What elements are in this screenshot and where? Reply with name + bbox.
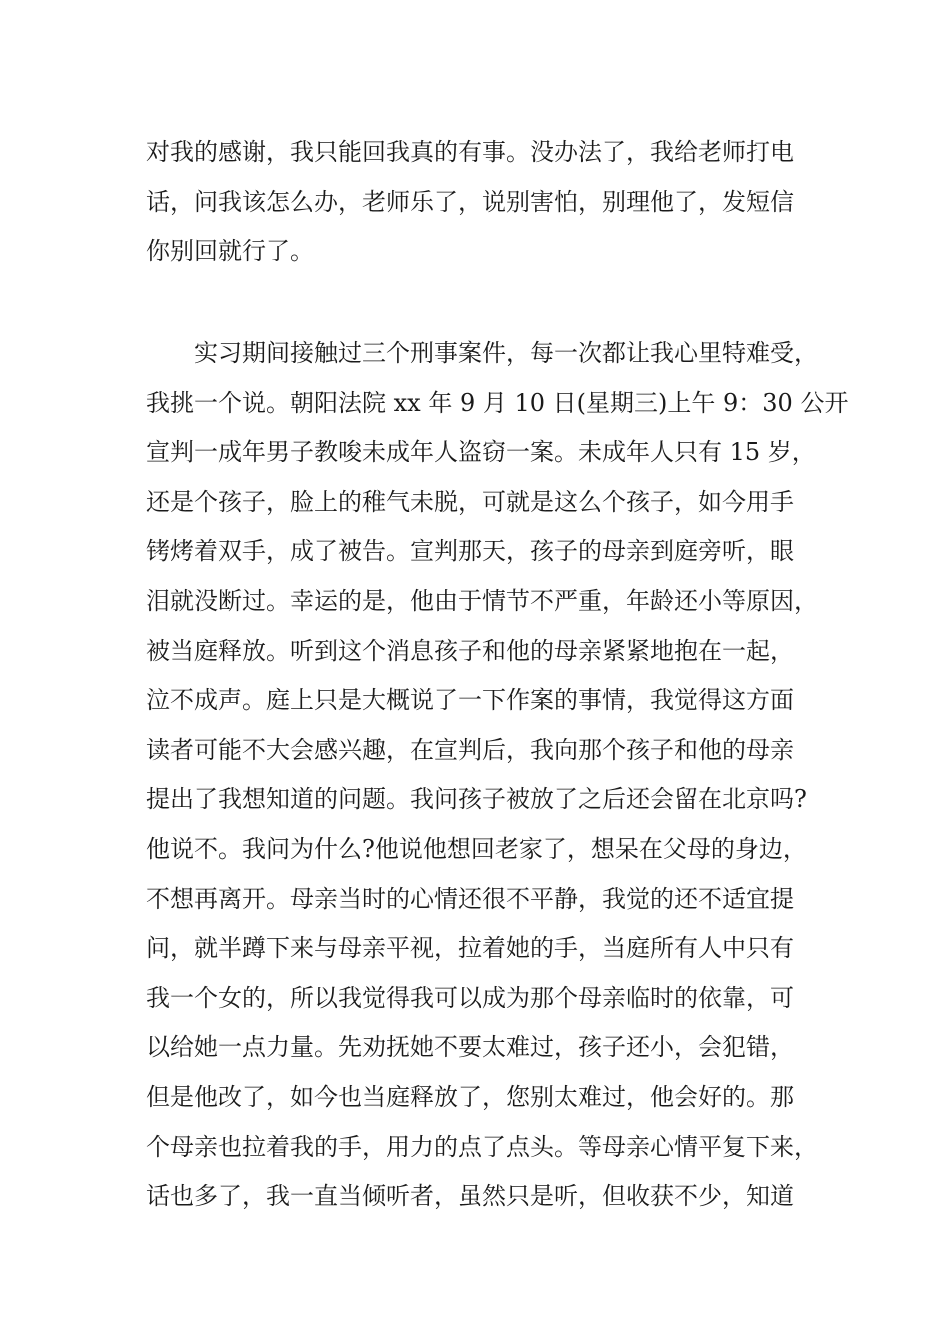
text-line: 泪就没断过。幸运的是，他由于情节不严重，年龄还小等原因， (146, 586, 818, 615)
text-line: 个母亲也拉着我的手，用力的点了点头。等母亲心情平复下来， (146, 1132, 818, 1161)
text-line: 你别回就行了。 (146, 237, 314, 266)
text-line: 泣不成声。庭上只是大概说了一下作案的事情，我觉得这方面 (146, 686, 794, 715)
text-line: 铐烤着双手，成了被告。宣判那天，孩子的母亲到庭旁听，眼 (146, 537, 794, 566)
text-line: 还是个孩子，脸上的稚气未脱，可就是这么个孩子，如今用手 (146, 487, 794, 516)
text-line: 被当庭释放。听到这个消息孩子和他的母亲紧紧地抱在一起， (146, 636, 794, 665)
text-line: 读者可能不大会感兴趣，在宣判后，我向那个孩子和他的母亲 (146, 735, 794, 764)
text-line: 提出了我想知道的问题。我问孩子被放了之后还会留在北京吗? (146, 785, 807, 814)
paragraph-1 (146, 128, 846, 277)
text-line: 但是他改了，如今也当庭释放了，您别太难过，他会好的。那 (146, 1082, 794, 1111)
text-line: 实习期间接触过三个刑事案件，每一次都让我心里特难受， (194, 339, 818, 367)
text-line: 话也多了，我一直当倾听者，虽然只是听，但收获不少，知道 (146, 1182, 794, 1211)
text-line: 问，就半蹲下来与母亲平视，拉着她的手，当庭所有人中只有 (146, 934, 794, 963)
text-line: 对我的感谢，我只能回我真的有事。没办法了，我给老师打电 (146, 138, 794, 166)
text-line: 我挑一个说。朝阳法院 xx 年 9 月 10 日(星期三)上午 9：30 公开 (146, 388, 849, 417)
text-line: 话，问我该怎么办，老师乐了，说别害怕，别理他了，发短信 (146, 187, 794, 216)
text-line: 他说不。我问为什么?他说他想回老家了，想呆在父母的身边， (146, 834, 807, 863)
text-line: 以给她一点力量。先劝抚她不要太难过，孩子还小，会犯错， (146, 1033, 794, 1062)
text-line: 不想再离开。母亲当时的心情还很不平静，我觉的还不适宜提 (146, 884, 794, 913)
paragraph-2 (146, 329, 849, 1222)
text-line: 我一个女的，所以我觉得我可以成为那个母亲临时的依靠，可 (146, 983, 794, 1012)
text-line: 宣判一成年男子教唆未成年人盗窃一案。未成年人只有 15 岁， (146, 438, 816, 467)
